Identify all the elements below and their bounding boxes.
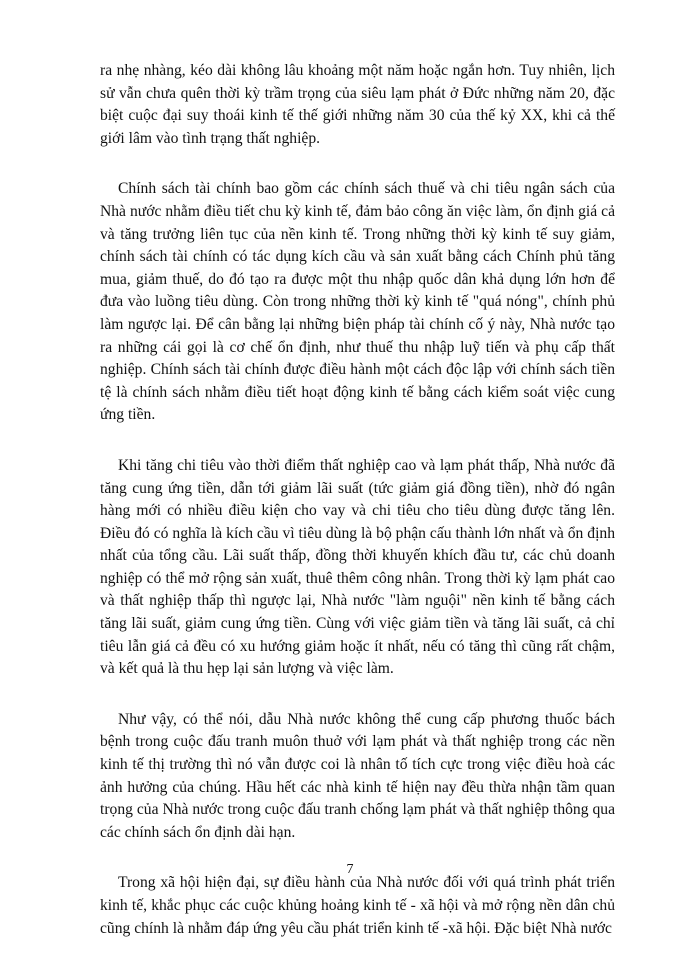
paragraph-fiscal-policy: Chính sách tài chính bao gồm các chính sách thuế và chi tiêu ngân sách của Nhà nước nhằm điều tiết chu kỳ kinh tế, đảm bảo công ăn việc làm, ổn định giá cả và tăng trưởng liên tục của nền kinh tế. Trong những thời kỳ kinh tế suy giảm, chính sách tài chính có tác dụng kích cầu và sản xuất bằng cách Chính phủ tăng mua, giảm thuế, do đó tạo ra được một thu nhập quốc dân khả dụng lớn hơn để đưa vào luồng tiêu dùng. Còn trong những thời kỳ kinh tế "quá nóng", chính phủ làm ngược lại. Để cân bằng lại những biện pháp tài chính cố ý này, Nhà nước tạo ra những cái gọi là cơ chế ổn định, như thuế thu nhập luỹ tiến và phụ cấp thất nghiệp. Chính sách tài chính được điều hành một cách độc lập với chính sách tiền tệ là chính sách nhằm điều tiết hoạt động kinh tế bằng cách kiểm soát việc cung ứng tiền. [100, 180, 615, 424]
body-text [100, 60, 615, 968]
page-number: 7 [346, 862, 354, 877]
paragraph-modern-society: Trong xã hội hiện đại, sự điều hành của Nhà nước đối với quá trình phát triển kinh tế, khắc phục các cuộc khủng hoảng kinh tế - xã hội và mở rộng nền dân chủ cũng chính là nhằm đáp ứng yêu cầu phát triển kinh tế -xã hội. Đặc biệt Nhà nước [100, 874, 615, 937]
paragraph-monetary-spending: Khi tăng chi tiêu vào thời điểm thất nghiệp cao và lạm phát thấp, Nhà nước đã tăng cung ứng tiền, dẫn tới giảm lãi suất (tức giảm giá đồng tiền), nhờ đó ngân hàng mới có nhiều điều kiện cho vay và chi tiêu cho tiêu dùng được tăng lên. Điều đó có nghĩa là kích cầu vì tiêu dùng là bộ phận cấu thành lớn nhất và ổn định nhất của tổng cầu. Lãi suất thấp, đồng thời khuyến khích đầu tư, các chủ doanh nghiệp có thể mở rộng sản xuất, thuê thêm công nhân. Trong thời kỳ lạm phát cao và thất nghiệp thấp thì ngược lại, Nhà nước "làm nguội" nền kinh tế bằng cách tăng lãi suất, giảm cung ứng tiền. Cùng với việc giảm tiền và tăng lãi suất, cả chỉ tiêu lẫn giá cả đều có xu hướng giảm hoặc ít nhất, nếu có tăng thì cũng rất chậm, và kết quả là thu hẹp lại sản lượng và việc làm. [100, 456, 615, 678]
paragraph-state-role: Như vậy, có thể nói, dẫu Nhà nước không thể cung cấp phương thuốc bách bệnh trong cuộc đấu tranh muôn thuở với lạm phát và thất nghiệp trong các nền kinh tế thị trường thì nó vẫn được coi là nhân tố tích cực trong việc điều hoà các ảnh hưởng của chúng. Hầu hết các nhà kinh tế hiện nay đều thừa nhận tầm quan trọng của Nhà nước trong cuộc đấu tranh chống lạm phát và thất nghiệp thông qua các chính sách ổn định dài hạn. [100, 710, 615, 841]
paragraph-continued: ra nhẹ nhàng, kéo dài không lâu khoảng một năm hoặc ngắn hơn. Tuy nhiên, lịch sử vẫn chưa quên thời kỳ trầm trọng của siêu lạm phát ở Đức những năm 20, đặc biệt cuộc đại suy thoái kinh tế thế giới những năm 30 của thế kỷ XX, khi cả thế giới lâm vào tình trạng thất nghiệp. [100, 62, 615, 147]
